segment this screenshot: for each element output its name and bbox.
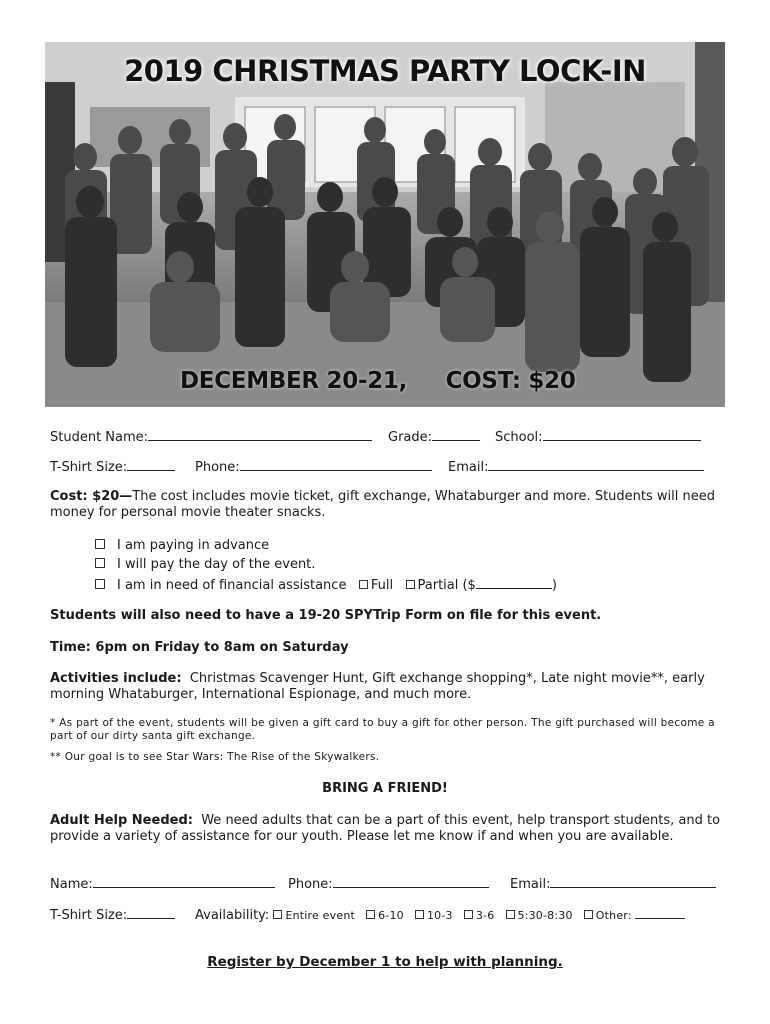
availability-option: 10-3 <box>426 909 453 922</box>
adult-help-paragraph <box>50 813 722 845</box>
payment-option-assistance[interactable] <box>95 576 557 593</box>
partial-amount-field[interactable] <box>476 576 552 589</box>
availability-option: 5:30-8:30 <box>517 909 573 922</box>
availability-label: Availability: <box>195 908 270 923</box>
student-tshirt-field[interactable] <box>127 458 175 471</box>
adult-tshirt-field[interactable] <box>127 906 175 919</box>
checkbox-icon[interactable] <box>95 558 105 568</box>
grade-label: Grade: <box>388 430 433 445</box>
assistance-full-label: Full <box>370 578 394 593</box>
checkbox-icon[interactable] <box>366 910 375 919</box>
student-email-label: Email: <box>448 460 489 475</box>
checkbox-icon[interactable] <box>464 910 473 919</box>
checkbox-icon[interactable] <box>406 580 415 589</box>
availability-option: 6-10 <box>378 909 404 922</box>
student-email-row <box>448 458 704 475</box>
payment-option-label: I will pay the day of the event. <box>117 557 316 572</box>
spytrip-notice: Students will also need to have a 19-20 SPYTrip Form on file for this event. <box>50 608 602 623</box>
event-date-cost <box>180 368 576 394</box>
adult-tshirt-row <box>50 906 175 923</box>
school-field[interactable] <box>543 428 701 441</box>
checkbox-icon[interactable] <box>359 580 368 589</box>
checkbox-icon[interactable] <box>95 579 105 589</box>
grade-field[interactable] <box>432 428 480 441</box>
payment-option-label: I am paying in advance <box>117 538 270 553</box>
student-name-row <box>50 428 372 445</box>
adult-phone-row <box>288 875 489 892</box>
checkbox-icon[interactable] <box>95 539 105 549</box>
availability-options <box>273 909 685 922</box>
student-tshirt-row <box>50 458 175 475</box>
bring-friend-heading: BRING A FRIEND! <box>322 781 448 796</box>
adult-name-field[interactable] <box>93 875 275 888</box>
availability-option: 3-6 <box>475 909 495 922</box>
payment-option-label: I am in need of financial assistance <box>117 578 347 593</box>
register-deadline: Register by December 1 to help with planning. <box>207 954 563 970</box>
activities-text: Christmas Scavenger Hunt, Gift exchange shopping*, Late night movie**, early morning Whataburger, International Espionage, and much more. <box>50 671 705 702</box>
availability-option: Entire event <box>285 909 356 922</box>
footnote-gift: * As part of the event, students will be given a gift card to buy a gift for other person. The gift purchased will become a part of our dirty santa gift exchange. <box>50 717 715 742</box>
adult-name-row <box>50 875 275 892</box>
checkbox-icon[interactable] <box>415 910 424 919</box>
adult-phone-field[interactable] <box>333 875 489 888</box>
event-title: 2019 CHRISTMAS PARTY LOCK-IN <box>124 54 646 88</box>
event-cost: COST: $20 <box>445 368 576 394</box>
availability-row <box>195 906 685 923</box>
cost-text: The cost includes movie ticket, gift exchange, Whataburger and more. Students will need money for personal movie theater snacks. <box>50 489 715 520</box>
assistance-partial-label: Partial ($ <box>417 578 476 593</box>
checkbox-icon[interactable] <box>273 910 282 919</box>
adult-email-row <box>510 875 716 892</box>
adult-help-label: Adult Help Needed: <box>50 813 193 828</box>
cost-label: Cost: $20— <box>50 489 133 504</box>
event-time: Time: 6pm on Friday to 8am on Saturday <box>50 640 349 655</box>
event-dates: DECEMBER 20-21, <box>180 368 408 394</box>
availability-other-field[interactable] <box>635 906 685 919</box>
footnote-star-wars: ** Our goal is to see Star Wars: The Rise of the Skywalkers. <box>50 751 380 763</box>
adult-tshirt-label: T-Shirt Size: <box>50 908 128 923</box>
availability-option: Other: <box>595 909 632 922</box>
activities-label: Activities include: <box>50 671 182 686</box>
school-label: School: <box>495 430 543 445</box>
grade-row <box>388 428 480 445</box>
school-row <box>495 428 701 445</box>
checkbox-icon[interactable] <box>584 910 593 919</box>
group-photo <box>45 42 725 407</box>
adult-help-text: We need adults that can be a part of this event, help transport students, and to provide a variety of assistance for our youth. Please let me know if and when you are available. <box>50 813 721 844</box>
payment-option-advance[interactable] <box>95 538 269 553</box>
student-name-field[interactable] <box>148 428 372 441</box>
student-phone-label: Phone: <box>195 460 240 475</box>
student-email-field[interactable] <box>488 458 704 471</box>
student-phone-row <box>195 458 432 475</box>
adult-email-field[interactable] <box>550 875 716 888</box>
payment-option-day-of[interactable] <box>95 557 315 572</box>
activities-paragraph <box>50 671 722 703</box>
adult-phone-label: Phone: <box>288 877 333 892</box>
checkbox-icon[interactable] <box>506 910 515 919</box>
student-tshirt-label: T-Shirt Size: <box>50 460 128 475</box>
group-photo-illustration <box>45 42 725 407</box>
cost-paragraph <box>50 489 722 521</box>
student-phone-field[interactable] <box>240 458 432 471</box>
student-name-label: Student Name: <box>50 430 149 445</box>
assistance-partial-close: ) <box>551 578 557 593</box>
adult-name-label: Name: <box>50 877 93 892</box>
adult-email-label: Email: <box>510 877 551 892</box>
